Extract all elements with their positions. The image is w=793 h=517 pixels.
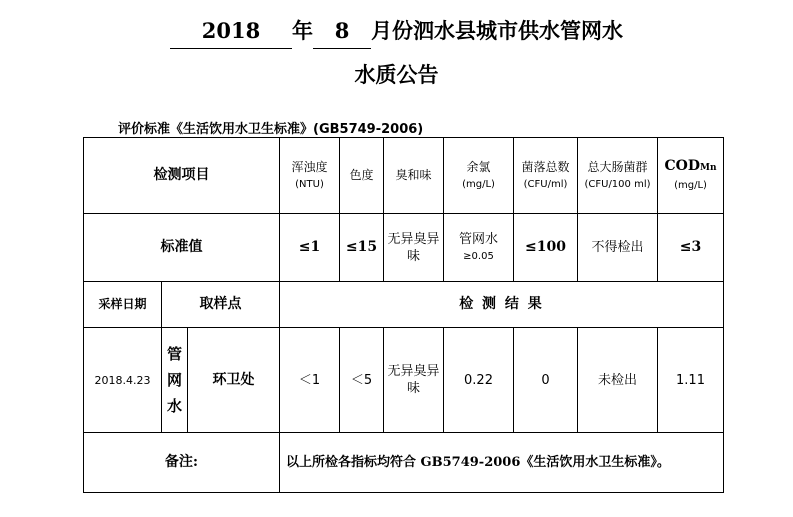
header-coliform (578, 138, 658, 214)
header-color: 色度 (340, 138, 384, 214)
result-header-point: 取样点 (162, 282, 280, 328)
sample-cod: 1.11 (658, 328, 724, 433)
remark-row (84, 433, 724, 493)
header-turbidity-unit: (NTU) (295, 178, 324, 190)
header-bacteria-unit: (CFU/ml) (523, 178, 568, 190)
standard-coliform: 不得检出 (578, 214, 658, 282)
sample-chlorine: 0.22 (444, 328, 514, 433)
header-cod-label (658, 158, 723, 177)
standard-color: ≤15 (340, 214, 384, 282)
header-coliform-label: 总大肠菌群 (587, 159, 648, 174)
header-cod (658, 138, 724, 214)
standard-turbidity: ≤1 (280, 214, 340, 282)
year-char: 年 (292, 18, 313, 43)
standard-bacteria: ≤100 (514, 214, 578, 282)
water-quality-table (83, 137, 724, 493)
sample-type-char3: 水 (166, 397, 182, 415)
sample-type (162, 328, 188, 433)
sample-bacteria: 0 (514, 328, 578, 433)
sample-color: ＜5 (340, 328, 384, 433)
month-value: 8 (313, 14, 371, 49)
standard-odor: 无异臭异味 (384, 214, 444, 282)
header-cod-unit: (mg/L) (674, 179, 707, 191)
evaluation-standard: 评价标准《生活饮用水卫生标准》(GB5749-2006) (118, 122, 424, 137)
page-title-line1 (0, 14, 793, 49)
header-bacteria (514, 138, 578, 214)
header-coliform-unit: (CFU/100 ml) (584, 178, 651, 190)
title-rest: 月份泗水县城市供水管网水 (371, 18, 623, 43)
standard-chlorine (444, 214, 514, 282)
header-turbidity-label: 浑浊度 (291, 159, 328, 174)
sample-row (84, 328, 724, 433)
sample-date: 2018.4.23 (84, 328, 162, 433)
standard-chlorine-line2: ≥0.05 (463, 250, 494, 262)
sample-location: 环卫处 (188, 328, 280, 433)
header-bacteria-label: 菌落总数 (521, 159, 570, 174)
header-row (84, 138, 724, 214)
standard-label: 标准值 (84, 214, 280, 282)
header-chlorine-unit: (mg/L) (462, 178, 495, 190)
result-header-date: 采样日期 (84, 282, 162, 328)
remark-label: 备注: (84, 433, 280, 493)
header-odor: 臭和味 (384, 138, 444, 214)
header-turbidity (280, 138, 340, 214)
header-chlorine-label: 余氯 (466, 159, 491, 174)
result-header-results: 检 测 结 果 (280, 282, 724, 328)
sample-odor: 无异臭异味 (384, 328, 444, 433)
page-title-line2: 水质公告 (354, 62, 439, 87)
header-chlorine (444, 138, 514, 214)
header-cod-main: COD (664, 157, 700, 174)
year-value: 2018 (170, 14, 292, 49)
header-item: 检测项目 (84, 138, 280, 214)
sample-type-char1: 管 (166, 345, 182, 363)
header-cod-sub: Mn (699, 162, 717, 173)
sample-type-char2: 网 (166, 371, 182, 389)
standard-chlorine-line1: 管网水 (458, 231, 498, 247)
standard-row (84, 214, 724, 282)
sample-turbidity: ＜1 (280, 328, 340, 433)
remark-text: 以上所检各指标均符合 GB5749-2006《生活饮用水卫生标准》。 (280, 433, 724, 493)
sample-coliform: 未检出 (578, 328, 658, 433)
standard-cod: ≤3 (658, 214, 724, 282)
result-header-row (84, 282, 724, 328)
